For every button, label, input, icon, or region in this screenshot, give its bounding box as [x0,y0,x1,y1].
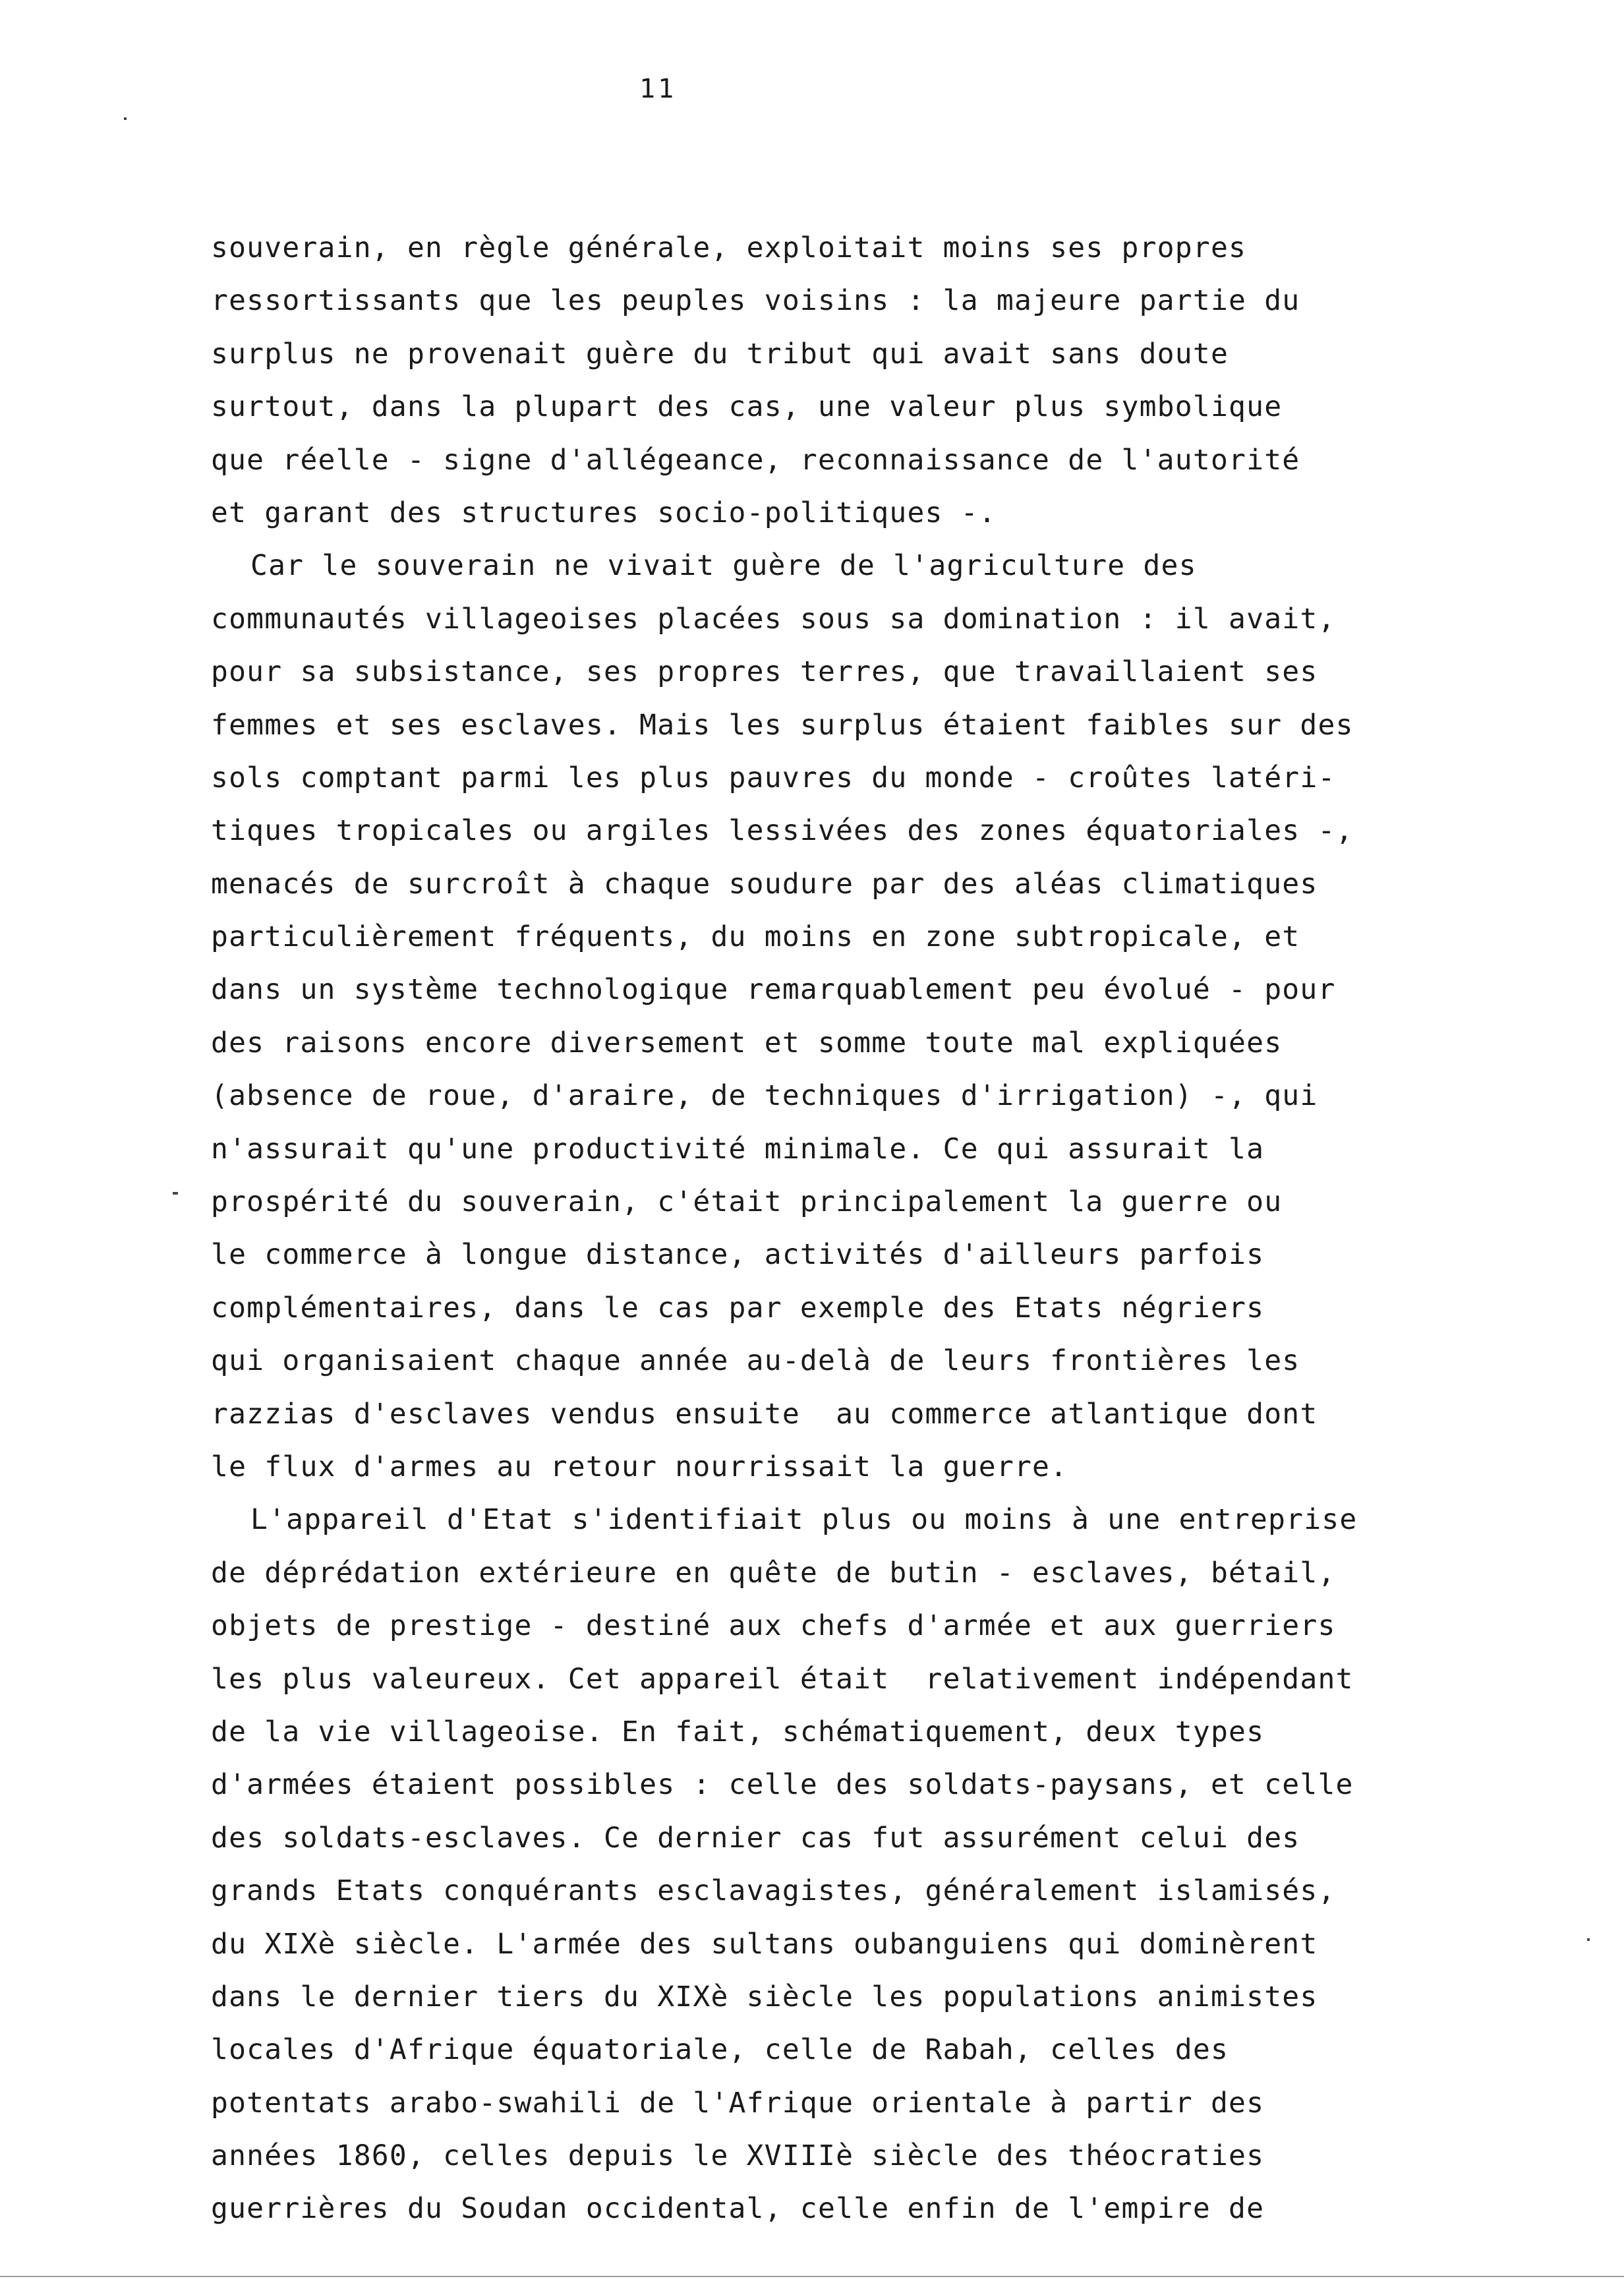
text-line: surtout, dans la plupart des cas, une valeur plus symbolique [211,390,1283,424]
stray-mark-left [173,1192,178,1195]
text-line: qui organisaient chaque année au-delà de leurs frontières les [211,1344,1300,1378]
text-line: souverain, en règle générale, exploitait moins ses propres [211,231,1247,264]
text-line: que réelle - signe d'allégeance, reconnaissance de l'autorité [211,443,1300,477]
page-number: 11 [639,74,677,104]
text-line: pour sa subsistance, ses propres terres, que travaillaient ses [211,655,1318,689]
text-line: surplus ne provenait guère du tribut qui avait sans doute [211,337,1229,371]
text-line: ressortissants que les peuples voisins : la majeure partie du [211,284,1300,318]
text-line: n'assurait qu'une productivité minimale. Ce qui assurait la [211,1132,1265,1166]
text-line: L'appareil d'Etat s'identifiait plus ou moins à une entreprise [250,1503,1358,1537]
text-line: sols comptant parmi les plus pauvres du monde - croûtes latéri- [211,761,1336,794]
text-line: prospérité du souverain, c'était principalement la guerre ou [211,1185,1283,1219]
text-line: particulièrement fréquents, du moins en zone subtropicale, et [211,920,1300,954]
text-line: femmes et ses esclaves. Mais les surplus étaient faibles sur des [211,708,1354,742]
text-line: tiques tropicales ou argiles lessivées des zones équatoriales -, [211,814,1354,848]
text-line: des soldats-esclaves. Ce dernier cas fut assurément celui des [211,1821,1300,1855]
page-bottom-edge [0,2276,1624,2277]
text-line: années 1860, celles depuis le XVIIIè siècle des théocraties [211,2139,1265,2173]
text-line: objets de prestige - destiné aux chefs d'armée et aux guerriers [211,1609,1336,1643]
text-line: (absence de roue, d'araire, de techniques d'irrigation) -, qui [211,1079,1318,1113]
text-line: le flux d'armes au retour nourrissait la guerre. [211,1450,1068,1483]
text-line: dans un système technologique remarquablement peu évolué - pour [211,973,1336,1007]
text-line: des raisons encore diversement et somme toute mal expliquées [211,1026,1283,1059]
text-line: menacés de surcroît à chaque soudure par des aléas climatiques [211,867,1318,901]
text-line: de déprédation extérieure en quête de butin - esclaves, bétail, [211,1556,1336,1590]
text-line: Car le souverain ne vivait guère de l'agriculture des [250,549,1197,583]
text-line: d'armées étaient possibles : celle des soldats-paysans, et celle [211,1768,1354,1802]
text-line: les plus valeureux. Cet appareil était relativement indépendant [211,1662,1354,1696]
text-line: guerrières du Soudan occidental, celle enfin de l'empire de [211,2192,1265,2226]
text-line: potentats arabo-swahili de l'Afrique orientale à partir des [211,2086,1265,2120]
stray-mark-top-left [124,117,127,120]
text-line: grands Etats conquérants esclavagistes, généralement islamisés, [211,1874,1336,1908]
body-text [211,222,1503,2236]
text-line: razzias d'esclaves vendus ensuite au commerce atlantique dont [211,1397,1318,1431]
text-line: du XIXè siècle. L'armée des sultans oubanguiens qui dominèrent [211,1927,1318,1961]
stray-mark-right [1587,1938,1590,1941]
text-line: et garant des structures socio-politiques -. [211,496,997,529]
text-line: dans le dernier tiers du XIXè siècle les populations animistes [211,1980,1318,2013]
text-line: communautés villageoises placées sous sa domination : il avait, [211,602,1336,636]
text-line: complémentaires, dans le cas par exemple des Etats négriers [211,1291,1265,1324]
text-line: locales d'Afrique équatoriale, celle de Rabah, celles des [211,2033,1229,2067]
text-line: le commerce à longue distance, activités d'ailleurs parfois [211,1238,1265,1272]
text-line: de la vie villageoise. En fait, schématiquement, deux types [211,1715,1265,1748]
